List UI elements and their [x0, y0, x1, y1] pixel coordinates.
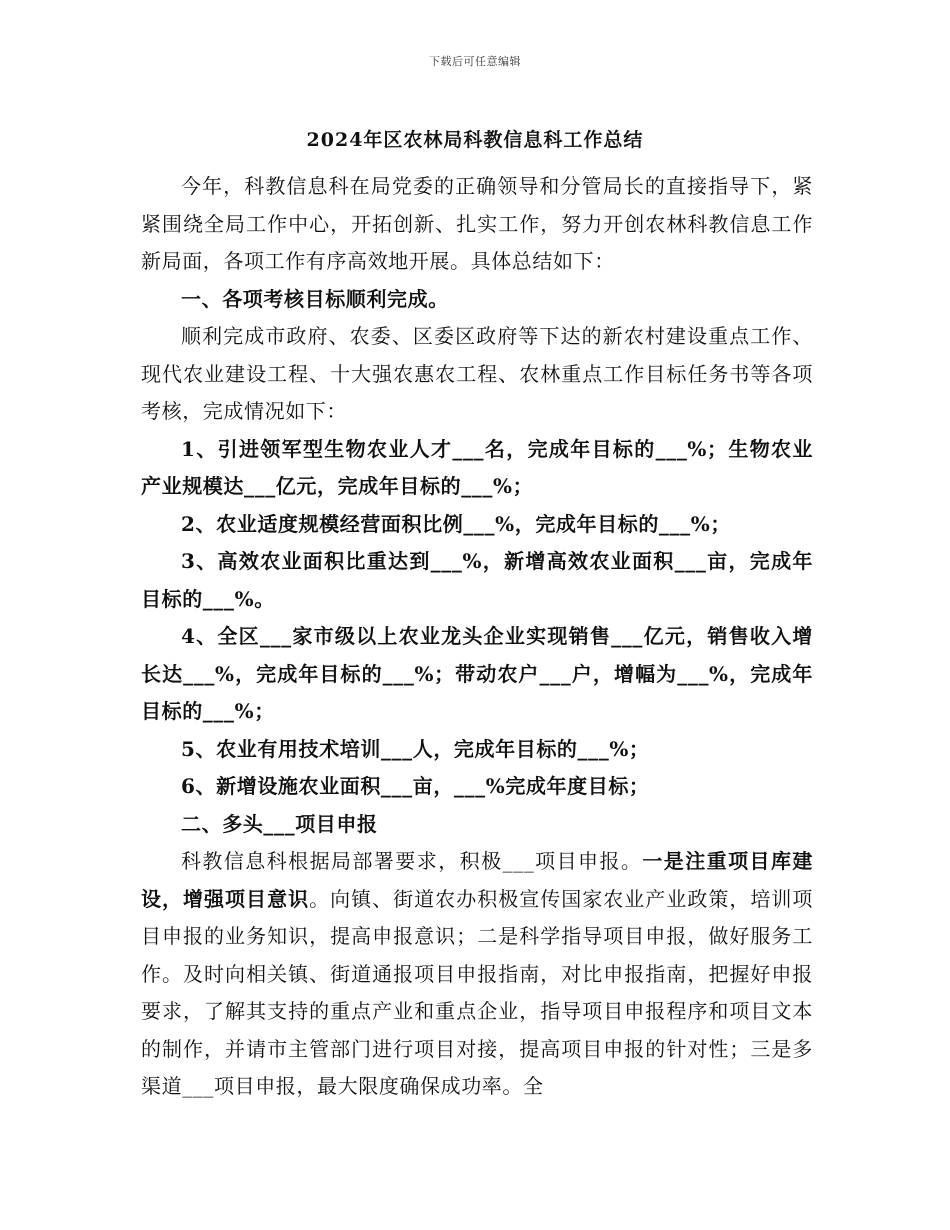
project-text-part1: 科教信息科根据局部署要求，积极___项目申报。: [181, 849, 643, 873]
list-item-6: 6、新增设施农业面积___亩，___%完成年度目标；: [181, 774, 650, 798]
project-text-bold: 一是注重项目库建设，增强项目意识: [141, 849, 813, 911]
section-heading-1: 一、各项考核目标顺利完成。: [181, 286, 449, 311]
list-item-1: 1、引进领军型生物农业人才___名，完成年目标的___%；生物农业产业规模达___亿元，完成年目标的___%；: [141, 436, 813, 498]
document-body: [141, 168, 813, 1106]
project-text-part3: 。向镇、街道农办积极宣传国家农业产业政策，培训项目申报的业务知识，提高申报意识；二是科学指导项目申报，做好服务工作。及时向相关镇、街道通报项目申报指南，对比申报指南，把握好申报要求，了解其支持的重点产业和重点企业，指导项目申报程序和项目文本的制作，并请市主管部门进行项目对接，提高项目申报的针对性；三是多渠道___项目申报，最大限度确保成功率。全: [141, 886, 813, 1098]
paragraph-intro: 今年，科教信息科在局党委的正确领导和分管局长的直接指导下，紧紧围绕全局工作中心，开拓创新、扎实工作，努力开创农林科教信息工作新局面，各项工作有序高效地开展。具体总结如下：: [141, 174, 813, 273]
list-item-4: 4、全区___家市级以上农业龙头企业实现销售___亿元，销售收入增长达___%，完成年目标的___%；带动农户___户，增幅为___%，完成年目标的___%；: [141, 624, 813, 723]
section-heading-2: 二、多头___项目申报: [181, 811, 378, 836]
header-note: 下载后可任意编辑: [429, 55, 521, 68]
document-title: 2024年区农林局科教信息科工作总结: [306, 129, 644, 151]
list-item-2: 2、农业适度规模经营面积比例___%，完成年目标的___%；: [181, 511, 731, 536]
paragraph-assessment: 顺利完成市政府、农委、区委区政府等下达的新农村建设重点工作、现代农业建设工程、十大强农惠农工程、农林重点工作目标任务书等各项考核，完成情况如下：: [141, 324, 813, 423]
list-item-5: 5、农业有用技术培训___人，完成年目标的___%；: [181, 736, 650, 761]
paragraph-project-application: [141, 843, 813, 1106]
list-item-3: 3、高效农业面积比重达到___%，新增高效农业面积___亩，完成年目标的___%。: [141, 549, 813, 611]
